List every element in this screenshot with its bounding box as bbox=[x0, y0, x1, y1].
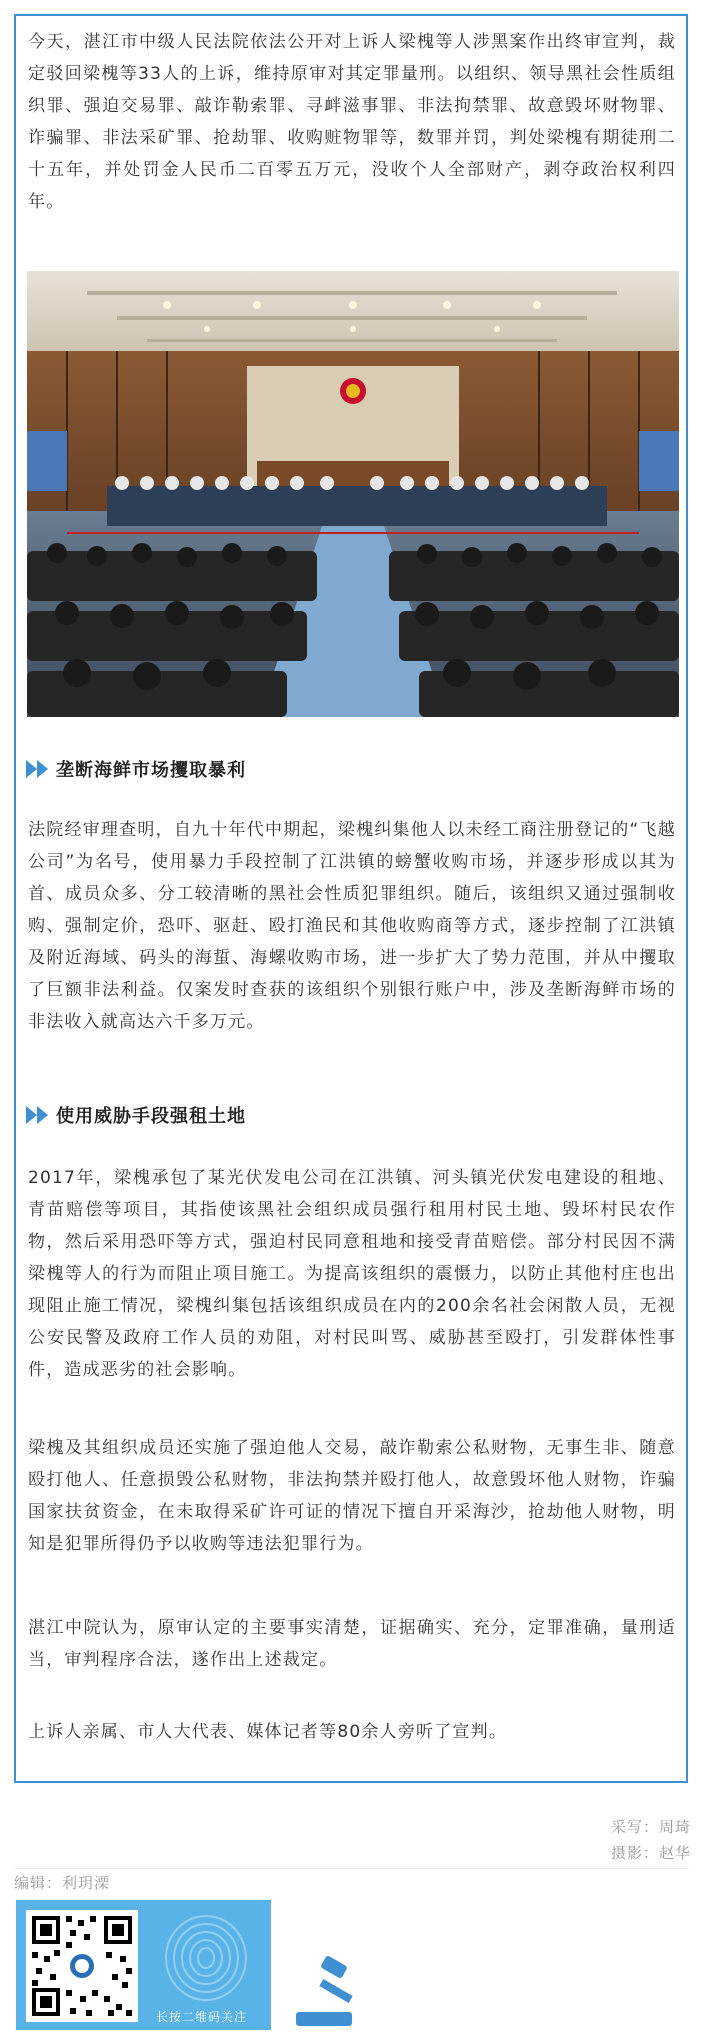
qr-code[interactable] bbox=[26, 1910, 138, 2022]
qr-panel bbox=[16, 1900, 271, 2030]
courtroom-photo bbox=[27, 271, 679, 717]
courtroom-illustration bbox=[27, 271, 679, 717]
section-heading-1-text: 垄断海鲜市场攫取暴利 bbox=[56, 760, 246, 781]
qr-code-icon bbox=[26, 1910, 138, 2022]
fingerprint-icon bbox=[156, 1914, 256, 2002]
editor-credit: 编辑：利玥溧 bbox=[14, 1874, 111, 1892]
photographer-credit: 摄影：赵华 bbox=[610, 1844, 691, 1862]
section2-paragraph-1: 2017年，梁槐承包了某光伏发电公司在江洪镇、河头镇光伏发电建设的租地、青苗赔偿等项目，其指使该黑社会组织成员强行租用村民土地、毁坏村民农作物，然后采用恐吓等方式，强迫村民同意租地和接受青苗赔偿。部分村民因不满梁槐等人的行为而阻止项目施工。为提高该组织的震慑力，以防止其他村庄也出现阻止施工情况，梁槐纠集包括该组织成员在内的200余名社会闲散人员，无视公安民警及政府工作人员的劝阻，对村民叫骂、威胁甚至殴打，引发群体性事件，造成恶劣的社会影响。 bbox=[28, 1168, 676, 1380]
reporter-credit: 采写：周琦 bbox=[610, 1818, 691, 1836]
divider bbox=[14, 1868, 689, 1869]
audience-paragraph: 上诉人亲属、市人大代表、媒体记者等80余人旁听了宣判。 bbox=[28, 1722, 508, 1742]
section-heading-1 bbox=[26, 754, 246, 784]
double-arrow-icon bbox=[26, 1106, 50, 1124]
gavel-icon bbox=[292, 1956, 372, 2030]
article-frame bbox=[14, 14, 688, 1783]
section2-paragraph-2: 梁槐及其组织成员还实施了强迫他人交易，敲诈勒索公私财物，无事生非、随意殴打他人、任意损毁公私财物，非法拘禁并殴打他人，故意毁坏他人财物，诈骗国家扶贫资金，在未取得采矿许可证的情况下擅自开采海沙，抢劫他人财物，明知是犯罪所得仍予以收购等违法犯罪行为。 bbox=[28, 1438, 676, 1554]
section-heading-2-text: 使用威胁手段强租土地 bbox=[56, 1106, 246, 1127]
intro-paragraph: 今天，湛江市中级人民法院依法公开对上诉人梁槐等人涉黑案作出终审宣判，裁定驳回梁槐等33人的上诉，维持原审对其定罪量刑。以组织、领导黑社会性质组织罪、强迫交易罪、敲诈勒索罪、寻衅滋事罪、非法拘禁罪、故意毁坏财物罪、诈骗罪、非法采矿罪、抢劫罪、收购赃物罪等，数罪并罚，判处梁槐有期徒刑二十五年，并处罚金人民币二百零五万元，没收个人全部财产，剥夺政治权利四年。 bbox=[28, 32, 676, 212]
ruling-paragraph: 湛江中院认为，原审认定的主要事实清楚，证据确实、充分，定罪准确，量刑适当，审判程序合法，遂作出上述裁定。 bbox=[28, 1618, 676, 1670]
double-arrow-icon bbox=[26, 760, 50, 778]
scan-caption: 长按二维码关注 bbox=[156, 2010, 248, 2024]
section1-paragraph: 法院经审理查明，自九十年代中期起，梁槐纠集他人以未经工商注册登记的“飞越公司”为名号，使用暴力手段控制了江洪镇的螃蟹收购市场，并逐步形成以其为首、成员众多、分工较清晰的黑社会性质犯罪组织。随后，该组织又通过强制收购、强制定价，恐吓、驱赶、殴打渔民和其他收购商等方式，逐步控制了江洪镇及附近海域、码头的海蜇、海螺收购市场，进一步扩大了势力范围，并从中攫取了巨额非法利益。仅案发时查获的该组织个别银行账户中，涉及垄断海鲜市场的非法收入就高达六千多万元。 bbox=[28, 820, 676, 1032]
section-heading-2 bbox=[26, 1100, 246, 1130]
